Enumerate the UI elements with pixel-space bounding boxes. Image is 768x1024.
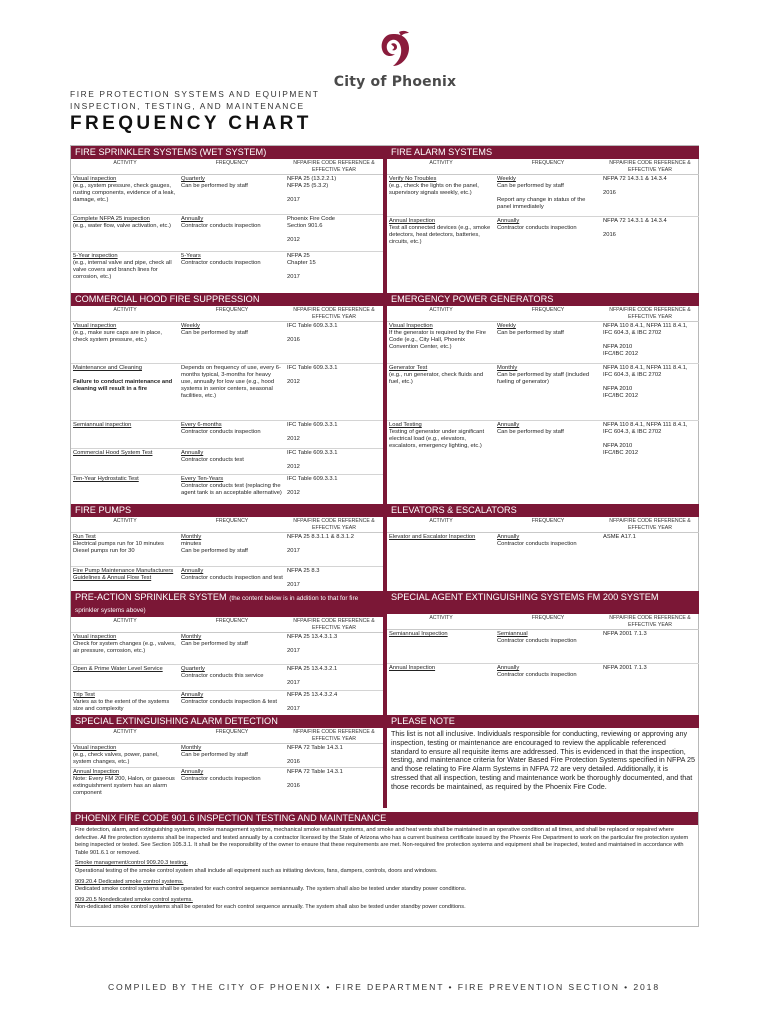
frequency-text: Contractor conducts inspection & test — [181, 698, 278, 705]
activity-cell — [387, 533, 495, 591]
column-headers: ACTIVITY FREQUENCY NFPA/FIRE CODE REFERENCE & EFFECTIVE YEAR — [71, 517, 383, 533]
frequency-text: Can be performed by staff (included fueling of generator) — [497, 371, 590, 385]
section-title: FIRE SPRINKLER SYSTEMS (WET SYSTEM) — [71, 146, 383, 159]
reference-cell: Phoenix Fire Code Section 901.6 2012 — [287, 216, 336, 243]
table-row — [71, 665, 383, 691]
activity-cell — [71, 567, 179, 591]
section-please-note — [387, 715, 699, 794]
reference-cell: NFPA 110 8.4.1, NFPA 111 8.4.1, IFC 604.3, & IBC 2702 NFPA 2010 IFC/IBC 2012 — [603, 365, 688, 399]
frequency-cell — [179, 449, 285, 474]
table-row — [71, 215, 383, 252]
section-title: FIRE ALARM SYSTEMS — [387, 146, 699, 159]
frequency-cell — [495, 322, 601, 363]
frequency-title: Annually — [497, 534, 520, 540]
section-fire-sprinkler — [71, 146, 383, 290]
activity-title: Maintenance and Cleaning — [73, 365, 142, 371]
frequency-cell — [179, 215, 285, 251]
reference-cell: NFPA 25 13.4.3.2.4 2017 — [287, 692, 338, 712]
fire-code-text: Fire detection, alarm, and extinguishing systems, smoke management systems, mechanical smoke exhaust systems, and smoke and heat vents shall be maintained in an operative condition at all times, and shall be replaced or repaired where defective. All fire protection systems shall be inspected and tested annually by a contractor licensed by the State of Arizona who has a current business certificate issued by the Phoenix Fire Department to work on the particular fire protection system being inspected or tested. See Section 105.3.1. It shall be the responsibility of the owner to ensure that these requirements are met. Non-required fire protection systems and equipment shall be inspected, tested and maintained in accordance with Table 901.6.1 or removed. Smoke management/control 909.20.3 testing. Operational testing of the smoke control system shall include all equipment such as initiating devices, fans, dampers, controls, doors and windows. 909.20.4 Dedicated smoke control systems. Dedicated smoke control systems shall be operated for each control sequence semiannually. The system shall also be tested under standby power conditions. 909.20.5 Nondedicated smoke control systems. Non-dedicated smoke control systems shall be operated for each control sequence annually. The system shall also be tested under standby power conditions. — [71, 825, 698, 917]
column-headers: ACTIVITY FREQUENCY NFPA/FIRE CODE REFERENCE & EFFECTIVE YEAR — [71, 728, 383, 744]
activity-cell — [71, 175, 179, 214]
frequency-title: Annually — [497, 218, 520, 224]
frequency-title: Monthly — [181, 745, 202, 751]
logo-text: City of Phoenix — [333, 74, 457, 90]
activity-title: Load Testing — [389, 422, 422, 428]
activity-cell — [387, 630, 495, 663]
activity-cell — [71, 665, 179, 690]
frequency-cell — [179, 567, 285, 591]
activity-title: Verify No Troubles — [389, 176, 437, 182]
frequency-text: Can be performed by staff Report any change in status of the panel immediately — [497, 182, 586, 210]
activity-text: (e.g., system pressure, check gauges, rusting components, evidence of a leak, damage, etc.) — [73, 182, 176, 203]
section-title: SPECIAL EXTINGUISHING ALARM DETECTION — [71, 715, 383, 728]
activity-cell — [387, 217, 495, 290]
table-row — [71, 633, 383, 665]
activity-title: Semiannual Inspection — [389, 631, 448, 637]
frequency-text: Contractor conducts inspection — [497, 540, 577, 547]
activity-cell — [387, 364, 495, 420]
section-fire-alarm — [387, 146, 699, 290]
reference-cell: NFPA 72 14.3.1 & 14.3.4 2016 — [603, 176, 667, 196]
section-fire-pumps — [71, 504, 383, 591]
frequency-cell — [179, 252, 285, 290]
activity-cell — [71, 364, 179, 420]
frequency-title: Every Ten-Years — [181, 476, 224, 482]
column-headers: ACTIVITY FREQUENCY NFPA/FIRE CODE REFERENCE & EFFECTIVE YEAR — [71, 159, 383, 175]
frequency-cell — [495, 630, 601, 663]
activity-title: Commercial Hood System Test — [73, 450, 153, 456]
table-row — [387, 664, 699, 718]
frequency-text: Contractor conducts inspection and test — [181, 574, 283, 581]
table-row — [387, 421, 699, 508]
page-title: FREQUENCY CHART — [70, 113, 312, 134]
activity-text: If the generator is required by the Fire Code (e.g., City Hall, Phoenix Convention Center, etc.) — [389, 329, 486, 350]
activity-cell — [71, 449, 179, 474]
frequency-title: Annually — [181, 769, 204, 775]
reference-cell: NFPA 2001 7.1.3 — [603, 631, 647, 637]
column-headers: ACTIVITY FREQUENCY NFPA/FIRE CODE REFERENCE & EFFECTIVE YEAR — [71, 617, 383, 633]
table-row — [387, 533, 699, 591]
frequency-title: Weekly — [497, 323, 516, 329]
reference-cell: NFPA 2001 7.1.3 — [603, 665, 647, 671]
city-logo — [325, 28, 465, 90]
section-commercial-hood — [71, 293, 383, 508]
activity-cell — [71, 215, 179, 251]
frequency-text: Contractor conducts this service — [181, 672, 264, 679]
reference-cell: IFC Table 609.3.3.1 2012 — [287, 422, 338, 442]
activity-title: Complete NFPA 25 inspection — [73, 216, 150, 222]
table-row — [71, 175, 383, 215]
frequency-cell — [179, 691, 285, 717]
frequency-title: Monthly — [181, 534, 202, 540]
table-row — [387, 175, 699, 217]
section-elevators — [387, 504, 699, 591]
frequency-text: Can be performed by staff — [497, 329, 564, 336]
table-row — [71, 449, 383, 475]
frequency-title: Weekly — [181, 323, 200, 329]
activity-cell — [71, 322, 179, 363]
frequency-title: Annually — [181, 568, 204, 574]
section-title: PRE-ACTION SPRINKLER SYSTEM (the content below is in addition to that for fire sprinkler systems above) — [71, 591, 383, 617]
column-headers: ACTIVITY FREQUENCY NFPA/FIRE CODE REFERENCE & EFFECTIVE YEAR — [387, 306, 699, 322]
frequency-text: Contractor conducts inspection — [497, 637, 577, 644]
frequency-cell — [179, 421, 285, 448]
reference-cell: IFC Table 609.3.3.1 2012 — [287, 365, 338, 385]
frequency-text: Contractor conducts inspection — [181, 775, 261, 782]
table-row — [71, 252, 383, 290]
header-subtitle: FIRE PROTECTION SYSTEMS AND EQUIPMENT INSPECTION, TESTING, AND MAINTENANCE — [70, 89, 320, 111]
activity-title: Visual inspection — [73, 634, 117, 640]
reference-cell: NFPA 25 8.3.1.1 & 8.3.1.2 2017 — [287, 534, 354, 554]
frequency-text: Contractor conducts inspection — [497, 224, 577, 231]
activity-text: (e.g., internal valve and pipe, check all valve covers and branch lines for corrosion, etc.) — [73, 259, 172, 280]
table-row — [71, 567, 383, 591]
frequency-text: Depends on frequency of use, every 6-months typical, 3-months for heavy use, annually for low use (e.g., hood systems in senior centers, seasonal facilities, etc.) — [181, 365, 281, 399]
frequency-title: Annually — [497, 422, 520, 428]
activity-title: Open & Prime Water Level Service — [73, 666, 163, 672]
frequency-cell — [179, 768, 285, 810]
frequency-text: Can be performed by staff — [181, 329, 248, 336]
frequency-cell — [179, 364, 285, 420]
section-alarm-detection — [71, 715, 383, 810]
reference-cell: NFPA 110 8.4.1, NFPA 111 8.4.1, IFC 604.3, & IBC 2702 NFPA 2010 IFC/IBC 2012 — [603, 422, 688, 456]
frequency-text: Contractor conducts test — [181, 456, 244, 463]
frequency-cell — [179, 665, 285, 690]
activity-title: Trip Test — [73, 692, 95, 698]
activity-text: (e.g., water flow, valve activation, etc.) — [73, 222, 171, 229]
table-row — [71, 768, 383, 810]
table-row — [71, 421, 383, 449]
frequency-text: Contractor conducts test (replacing the agent tank is an acceptable alternative) — [181, 482, 282, 496]
activity-text: Testing of generator under significant electrical load (e.g., elevators, escalators, emergency lighting, etc.) — [389, 428, 485, 449]
activity-text: (e.g., run generator, check fluids and fuel, etc.) — [389, 371, 484, 385]
activity-title: Ten-Year Hydrostatic Test — [73, 476, 139, 482]
activity-title: Visual inspection — [73, 176, 117, 182]
reference-cell: NFPA 25 Chapter 15 2017 — [287, 253, 316, 280]
frequency-text: Can be performed by staff — [181, 182, 248, 189]
phoenix-bird-icon — [373, 28, 417, 72]
frequency-text: Can be performed by staff — [181, 640, 248, 647]
section-title: SPECIAL AGENT EXTINGUISHING SYSTEMS FM 200 SYSTEM — [387, 591, 699, 614]
activity-title: Run Test — [73, 534, 96, 540]
frequency-text: Contractor conducts inspection — [497, 671, 577, 678]
frequency-text: minutes Can be performed by staff — [181, 540, 248, 554]
reference-cell: NFPA 110 8.4.1, NFPA 111 8.4.1, IFC 604.3, & IBC 2702 NFPA 2010 IFC/IBC 2012 — [603, 323, 688, 357]
reference-cell: NFPA 72 Table 14.3.1 2016 — [287, 769, 343, 789]
activity-cell — [387, 664, 495, 718]
activity-title: Visual inspection — [73, 323, 117, 329]
frequency-cell — [179, 533, 285, 566]
activity-text: (e.g., make sure caps are in place, check system pressure, etc.) — [73, 329, 162, 343]
reference-cell: IFC Table 609.3.3.1 2016 — [287, 323, 338, 343]
reference-cell: NFPA 25 13.4.3.1.3 2017 — [287, 634, 338, 654]
reference-cell: ASME A17.1 — [603, 534, 636, 540]
section-title: PHOENIX FIRE CODE 901.6 INSPECTION TESTING AND MAINTENANCE — [71, 812, 698, 825]
activity-cell — [387, 175, 495, 216]
frequency-cell — [179, 633, 285, 664]
activity-cell — [71, 691, 179, 717]
activity-title: Generator Test — [389, 365, 428, 371]
activity-text: (e.g., check valves, power, panel, system changes, etc.) — [73, 751, 159, 765]
activity-text: Check for system changes (e.g., valves, air pressure, corrosion, etc.) — [73, 640, 176, 654]
activity-cell — [387, 421, 495, 508]
footer: COMPILED BY THE CITY OF PHOENIX • FIRE DEPARTMENT • FIRE PREVENTION SECTION • 2018 — [107, 982, 661, 992]
section-generators — [387, 293, 699, 508]
frequency-title: Quarterly — [181, 176, 205, 182]
activity-title: 5-Year inspection — [73, 253, 118, 259]
code-subtitle: 909.20.5 Nondedicated smoke control systems. — [75, 896, 193, 903]
table-row — [71, 364, 383, 421]
frequency-title: 5-Years — [181, 253, 201, 259]
code-subtitle: Smoke management/control 909.20.3 testing. — [75, 860, 188, 867]
please-note-text: This list is not all inclusive. Individuals responsible for conducting, reviewing or approving any inspection, testing or maintenance are encouraged to review the applicable referenced standard to ensure all requisite items are addressed. This is evidenced in that the inspection, testing, and maintenance criteria for Water Based Fire Protection Systems specified in NFPA 25 and those relating to Fire Alarm Systems in NFPA 72 are very detailed. Additionally, it is stressed that all inspection, testing and maintenance work be thoroughly documented, and that those records be maintained, as required by the Phoenix Fire Code. — [391, 729, 696, 791]
frequency-cell — [495, 364, 601, 420]
activity-text: Electrical pumps run for 10 minutes Diesel pumps run for 30 — [73, 540, 164, 554]
activity-cell — [71, 633, 179, 664]
frequency-cell — [179, 175, 285, 214]
reference-cell: NFPA 25 13.4.3.2.1 2017 — [287, 666, 338, 686]
activity-title: Semiannual inspection — [73, 422, 132, 428]
activity-text: Varies as to the extent of the systems size and complexity — [73, 698, 170, 712]
activity-title: Visual Inspection — [389, 323, 433, 329]
frequency-title: Quarterly — [181, 666, 205, 672]
table-row — [387, 322, 699, 364]
section-title: FIRE PUMPS — [71, 504, 383, 517]
frequency-title: Semiannual — [497, 631, 528, 637]
reference-cell: NFPA 25 (13.2.2.1) NFPA 25 (5.3.2) 2017 — [287, 176, 337, 203]
section-title: ELEVATORS & ESCALATORS — [387, 504, 699, 517]
frequency-cell — [495, 664, 601, 718]
activity-title: Annual Inspection — [389, 218, 436, 224]
activity-cell — [71, 768, 179, 810]
frequency-cell — [495, 533, 601, 591]
frequency-title: Annually — [497, 665, 520, 671]
activity-warning: Failure to conduct maintenance and cleaning will result in a fire — [73, 378, 173, 392]
table-row — [387, 364, 699, 421]
table-row — [71, 691, 383, 717]
table-row — [71, 533, 383, 567]
activity-cell — [71, 744, 179, 767]
frequency-chart — [70, 145, 699, 927]
code-subtitle: 909.20.4 Dedicated smoke control systems. — [75, 878, 184, 885]
reference-cell: IFC Table 609.3.3.1 2012 — [287, 476, 338, 496]
frequency-title: Monthly — [497, 365, 518, 371]
frequency-title: Annually — [181, 450, 204, 456]
activity-cell — [71, 252, 179, 290]
table-row — [387, 630, 699, 664]
reference-cell: IFC Table 609.3.3.1 2012 — [287, 450, 338, 470]
code-intro: Fire detection, alarm, and extinguishing systems, smoke management systems, mechanical smoke exhaust systems, and smoke and heat vents shall be maintained in an operative condition at all times, and shall be replaced or repaired where defective. All fire protection systems shall be inspected and tested annually by a contractor licensed by the State of Arizona who has a current business certificate issued by the Phoenix Fire Department to work on the particular fire protection system being inspected or tested. See Section 105.3.1. It shall be the responsibility of the owner to ensure that these requirements are met. Non-required fire protection systems and equipment shall be inspected, tested and maintained in accordance with Table 901.6.1 or removed. — [75, 827, 689, 856]
column-headers: ACTIVITY FREQUENCY NFPA/FIRE CODE REFERENCE & EFFECTIVE YEAR — [387, 614, 699, 630]
activity-title: Fire Pump Maintenance Manufacturers Guidelines & Annual Flow Test — [73, 568, 174, 581]
column-headers: ACTIVITY FREQUENCY NFPA/FIRE CODE REFERENCE & EFFECTIVE YEAR — [387, 159, 699, 175]
activity-text: Note: Every FM 200, Halon, or gaseous extinguishment system has an alarm component — [73, 775, 175, 796]
frequency-title: Monthly — [181, 634, 202, 640]
table-row — [387, 217, 699, 290]
reference-cell: NFPA 72 14.3.1 & 14.3.4 2016 — [603, 218, 667, 238]
section-pre-action — [71, 591, 383, 717]
reference-cell: NFPA 72 Table 14.3.1 2016 — [287, 745, 343, 765]
activity-text: Test all connected devices (e.g., smoke detectors, heat detectors, batteries, circuits, etc.) — [389, 224, 491, 245]
frequency-cell — [179, 744, 285, 767]
frequency-cell — [495, 217, 601, 290]
section-fire-code-901-6 — [71, 812, 698, 917]
section-title: PLEASE NOTE — [387, 715, 699, 728]
frequency-text: Contractor conducts inspection — [181, 222, 261, 229]
frequency-text: Can be performed by staff — [181, 751, 248, 758]
reference-cell: NFPA 25 8.3 2017 — [287, 568, 320, 588]
column-headers: ACTIVITY FREQUENCY NFPA/FIRE CODE REFERENCE & EFFECTIVE YEAR — [387, 517, 699, 533]
frequency-cell — [179, 322, 285, 363]
frequency-text: Contractor conducts inspection — [181, 259, 261, 266]
activity-text: (e.g., check the lights on the panel, supervisory signals weekly, etc.) — [389, 182, 479, 196]
section-fm200 — [387, 591, 699, 718]
frequency-title: Annually — [181, 216, 204, 222]
frequency-title: Annually — [181, 692, 204, 698]
frequency-text: Contractor conducts inspection — [181, 428, 261, 435]
activity-title: Annual Inspection — [73, 769, 120, 775]
activity-title: Elevator and Escalator Inspection — [389, 534, 476, 540]
frequency-title: Weekly — [497, 176, 516, 182]
activity-cell — [387, 322, 495, 363]
activity-cell — [71, 421, 179, 448]
activity-cell — [71, 533, 179, 566]
table-row — [71, 322, 383, 364]
frequency-text: Can be performed by staff — [497, 428, 564, 435]
table-row — [71, 744, 383, 768]
activity-title: Annual Inspection — [389, 665, 436, 671]
section-title: EMERGENCY POWER GENERATORS — [387, 293, 699, 306]
column-headers: ACTIVITY FREQUENCY NFPA/FIRE CODE REFERENCE & EFFECTIVE YEAR — [71, 306, 383, 322]
frequency-cell — [495, 421, 601, 508]
frequency-cell — [495, 175, 601, 216]
frequency-title: Every 6-months — [181, 422, 222, 428]
activity-title: Visual inspection — [73, 745, 117, 751]
section-title: COMMERCIAL HOOD FIRE SUPPRESSION — [71, 293, 383, 306]
